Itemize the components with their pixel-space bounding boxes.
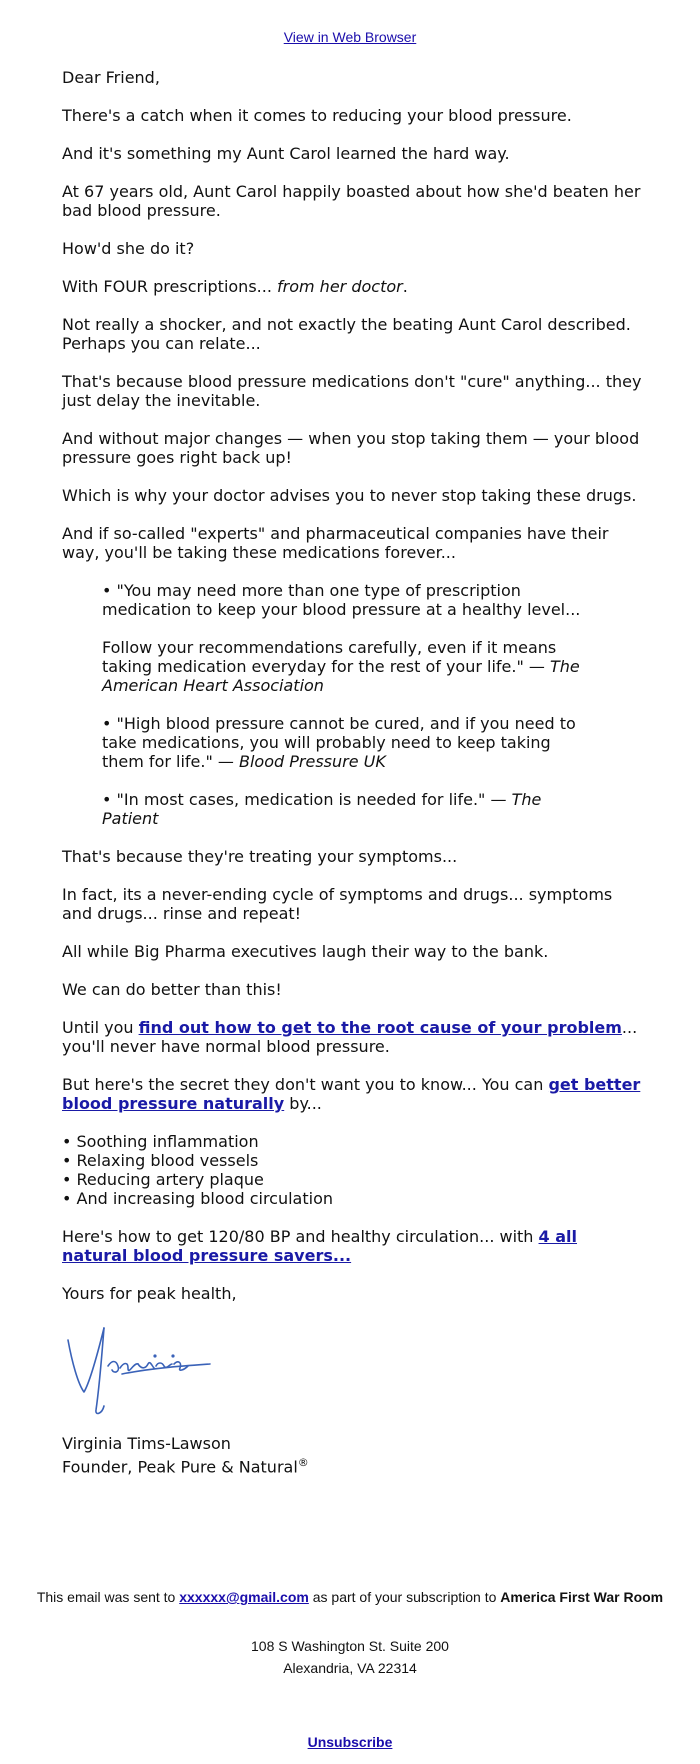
bullet-item: • Soothing inflammation: [62, 1132, 259, 1151]
recipient-email-link[interactable]: xxxxxx@gmail.com: [179, 1589, 309, 1605]
bullet-item: • Relaxing blood vessels: [62, 1151, 259, 1170]
registered-mark: ®: [297, 1456, 309, 1469]
quote-item: [102, 790, 592, 828]
header-row: [0, 0, 700, 49]
paragraph: All while Big Pharma executives laugh their way to the bank.: [62, 942, 549, 961]
footer-address-1: 108 S Washington St. Suite 200: [251, 1638, 449, 1654]
quote-block: [102, 581, 592, 828]
view-in-browser-link[interactable]: View in Web Browser: [283, 29, 417, 45]
paragraph: We can do better than this!: [62, 980, 282, 999]
quote-item: [102, 714, 592, 771]
greeting: Dear Friend,: [62, 68, 160, 87]
footer-text: as part of your subscription to: [308, 1589, 501, 1605]
root-cause-link[interactable]: find out how to get to the root cause of your problem: [138, 1018, 622, 1037]
sender-title-row: [62, 1453, 642, 1476]
bullet-item: • And increasing blood circulation: [62, 1189, 333, 1208]
paragraph: And without major changes — when you stop taking them — your blood pressure goes right back up!: [62, 429, 640, 467]
paragraph: Not really a shocker, and not exactly the beating Aunt Carol described. Perhaps you can relate...: [62, 315, 631, 353]
paragraph: That's because blood pressure medications don't "cure" anything... they just delay the inevitable.: [62, 372, 642, 410]
emphasis-text: from her doctor: [277, 277, 403, 296]
quote-source: The American Heart Association: [102, 657, 580, 695]
closing: Yours for peak health,: [62, 1284, 237, 1303]
signature-graphic: [62, 1322, 222, 1422]
letter-body: [62, 68, 642, 1476]
quote-item: • "You may need more than one type of prescription medication to keep your blood pressure at a healthy level...: [102, 581, 581, 619]
unsubscribe-row: [0, 1734, 700, 1750]
quote-item: [102, 638, 592, 695]
footer-sent-line: [0, 1589, 700, 1605]
paragraph: [62, 1018, 642, 1056]
paragraph: [62, 277, 642, 296]
bullet-item: • Reducing artery plaque: [62, 1170, 264, 1189]
paragraph-text: .: [402, 277, 408, 296]
paragraph: At 67 years old, Aunt Carol happily boasted about how she'd beaten her bad blood pressure.: [62, 182, 641, 220]
sender-name: Virginia Tims-Lawson: [62, 1434, 231, 1453]
sender-title: Founder, Peak Pure & Natural: [62, 1457, 298, 1477]
paragraph-text: With FOUR prescriptions...: [62, 277, 277, 296]
paragraph-text: Here's how to get 120/80 BP and healthy circulation... with: [62, 1227, 539, 1246]
signature-image: [62, 1322, 642, 1422]
paragraph: There's a catch when it comes to reducing your blood pressure.: [62, 106, 572, 125]
paragraph: That's because they're treating your symptoms...: [62, 847, 458, 866]
footer-text: This email was sent to: [36, 1589, 180, 1605]
quote-text: Follow your recommendations carefully, even if it means taking medication everyday for the rest of your life." —: [102, 638, 557, 676]
subscription-name: America First War Room: [500, 1589, 664, 1605]
footer-address-2: Alexandria, VA 22314: [283, 1660, 417, 1676]
quote-text: • "High blood pressure cannot be cured, and if you need to take medications, you will probably need to keep taking them for life." —: [102, 714, 576, 771]
better-bp-link[interactable]: get better blood pressure naturally: [62, 1075, 641, 1113]
bullet-list: [62, 1132, 642, 1208]
unsubscribe-link[interactable]: Unsubscribe: [307, 1734, 393, 1750]
paragraph: [62, 1075, 642, 1113]
paragraph: In fact, its a never-ending cycle of symptoms and drugs... symptoms and drugs... rinse and repeat!: [62, 885, 613, 923]
paragraph-text: ... you'll never have normal blood pressure.: [62, 1018, 638, 1056]
paragraph-text: by...: [284, 1094, 322, 1113]
quote-source: Blood Pressure UK: [239, 752, 386, 771]
quote-text: • "In most cases, medication is needed for life." —: [102, 790, 512, 809]
paragraph: [62, 1227, 642, 1265]
paragraph: And it's something my Aunt Carol learned the hard way.: [62, 144, 510, 163]
quote-source: The Patient: [102, 790, 542, 828]
paragraph: Which is why your doctor advises you to never stop taking these drugs.: [62, 486, 637, 505]
paragraph: How'd she do it?: [62, 239, 195, 258]
paragraph-text: Until you: [62, 1018, 139, 1037]
paragraph: And if so-called "experts" and pharmaceutical companies have their way, you'll be taking these medications forever...: [62, 524, 609, 562]
paragraph-text: But here's the secret they don't want you to know... You can: [62, 1075, 549, 1094]
bp-savers-link[interactable]: 4 all natural blood pressure savers...: [62, 1227, 577, 1265]
